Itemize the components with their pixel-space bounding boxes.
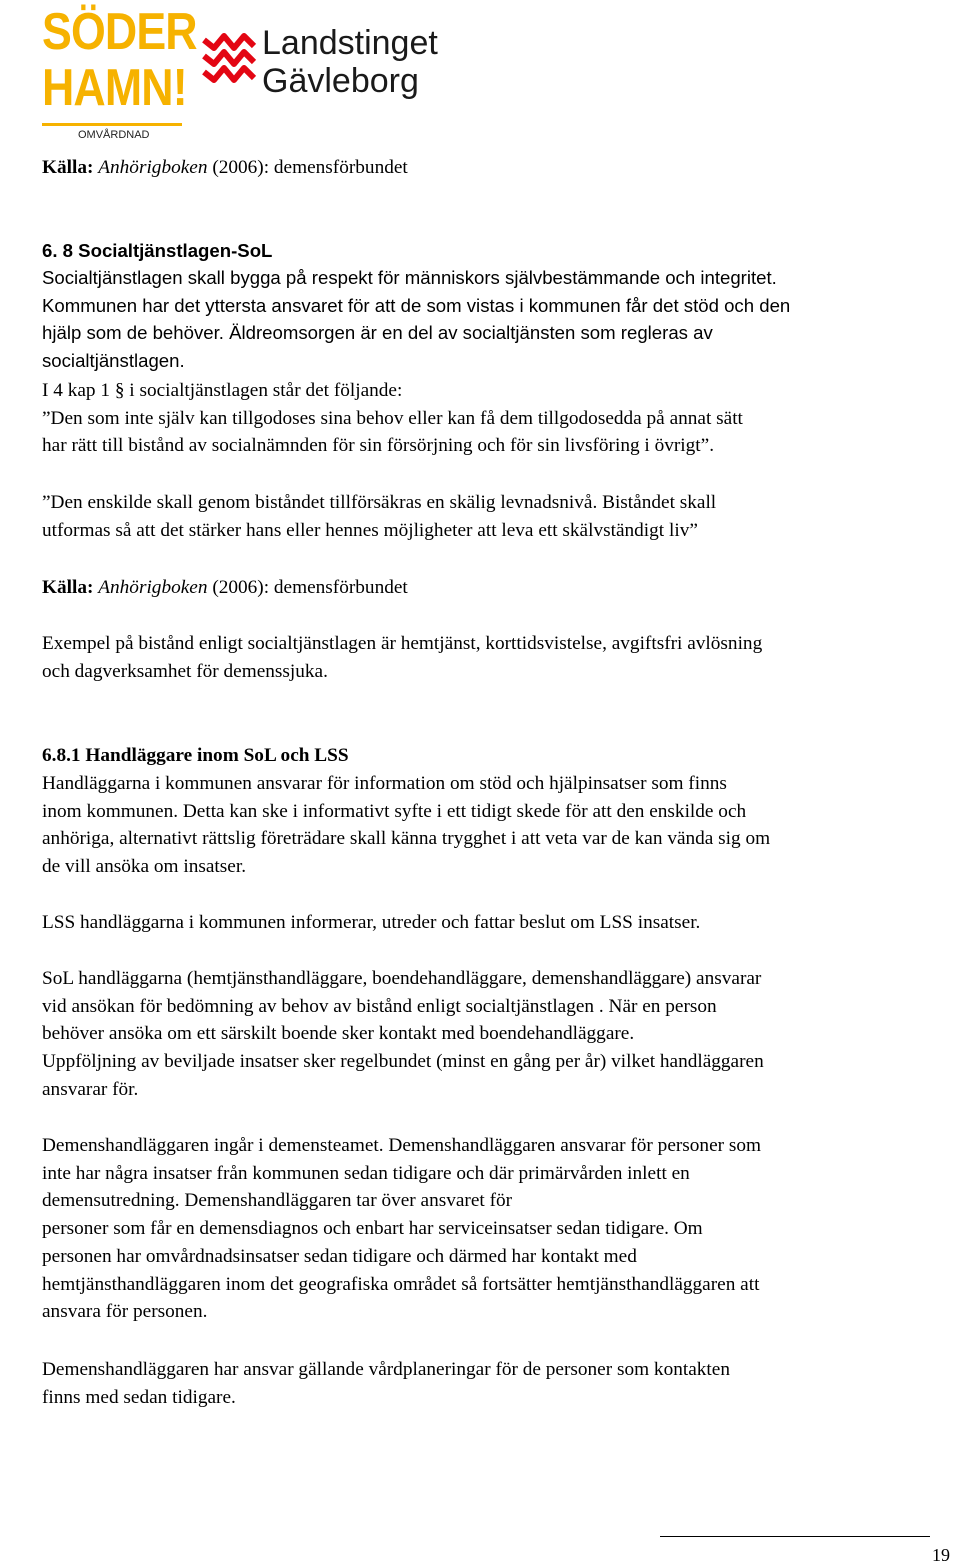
subsection-paragraph-1: [42, 770, 770, 881]
text-line: ”Den som inte själv kan tillgodoses sina behov eller kan få dem tillgodosedda på annat sätt: [42, 407, 743, 429]
text-line: ansvarar för.: [42, 1078, 139, 1100]
subsection-paragraph-5: [42, 1356, 730, 1411]
soderhamn-logo-rule: [42, 123, 182, 126]
section-paragraph-1: [42, 264, 790, 375]
text-line: Demenshandläggaren har ansvar gällande vårdplaneringar för de personer som kontakten: [42, 1359, 730, 1380]
text-line: anhöriga, alternativt rättslig företrädare skall känna trygghet i att veta var de kan vända sig om: [42, 828, 771, 850]
text-line: de vill ansöka om insatser.: [42, 856, 247, 878]
subsection-heading: 6.8.1 Handläggare inom SoL och LSS: [42, 745, 349, 766]
landstinget-logo-text: [262, 26, 438, 98]
page-number: 19: [932, 1545, 950, 1565]
soderhamn-logo: [42, 3, 197, 141]
landstinget-mark-icon: [202, 26, 258, 86]
text-line: personer som får en demensdiagnos och enbart har serviceinsatser sedan tidigare. Om: [42, 1218, 703, 1240]
text-line: Handläggarna i kommunen ansvarar för information om stöd och hjälpinsatser som finns: [42, 773, 727, 794]
text-line: ansvara för personen.: [42, 1301, 208, 1323]
source-citation: [42, 154, 408, 182]
source-label: Källa:: [42, 577, 94, 598]
text-line: I 4 kap 1 § i socialtjänstlagen står det följande:: [42, 380, 403, 401]
text-line: har rätt till bistånd av socialnämnden för sin försörjning och för sin livsföring i övrigt”.: [42, 435, 715, 457]
landstinget-logo-line2: Gävleborg: [262, 62, 419, 100]
text-line: ”Den enskilde skall genom biståndet tillförsäkras en skälig levnadsnivå. Biståndet skall: [42, 492, 717, 513]
examples-paragraph: [42, 630, 762, 685]
source-label: Källa:: [42, 157, 94, 178]
section-paragraph-2: [42, 377, 743, 460]
footer-rule: [660, 1536, 930, 1537]
text-line: finns med sedan tidigare.: [42, 1386, 236, 1408]
section-paragraph-3: [42, 489, 716, 544]
text-line: socialtjänstlagen.: [42, 350, 185, 372]
text-line: Kommunen har det yttersta ansvaret för att de som vistas i kommunen får det stöd och den: [42, 294, 791, 316]
text-line: Uppföljning av beviljade insatser sker regelbundet (minst en gång per år) vilket handläggaren: [42, 1051, 764, 1073]
subsection-paragraph-2: [42, 909, 700, 937]
text-line: personen har omvårdnadsinsatser sedan tidigare och därmed har kontakt med: [42, 1245, 637, 1267]
text-line: demensutredning. Demenshandläggaren tar över ansvaret för: [42, 1190, 513, 1212]
source-citation: [42, 574, 408, 602]
source-rest: (2006): demensförbundet: [207, 577, 408, 598]
text-line: hemtjänsthandläggaren inom det geografiska området så fortsätter hemtjänsthandläggaren att: [42, 1273, 760, 1295]
soderhamn-logo-line1: SÖDER: [42, 3, 197, 61]
source-book: Anhörigboken: [98, 577, 208, 598]
text-line: inom kommunen. Detta kan ske i informativt syfte i ett tidigt skede för att den enskilde och: [42, 800, 747, 822]
text-line: SoL handläggarna (hemtjänsthandläggare, boendehandläggare, demenshandläggare) ansvarar: [42, 968, 762, 989]
landstinget-logo-line1: Landstinget: [262, 24, 438, 62]
text-line: Demenshandläggaren ingår i demensteamet. Demenshandläggaren ansvarar för personer som: [42, 1135, 762, 1156]
text-line: Socialtjänstlagen skall bygga på respekt för människors självbestämmande och integritet.: [42, 267, 777, 288]
text-line: Exempel på bistånd enligt socialtjänstlagen är hemtjänst, korttidsvistelse, avgiftsfri avlösning: [42, 633, 763, 654]
text-line: hjälp som de behöver. Äldreomsorgen är en del av socialtjänsten som regleras av: [42, 322, 713, 344]
subsection-paragraph-4: [42, 1132, 761, 1326]
text-line: vid ansökan för bedömning av behov av bistånd enligt socialtjänstlagen . När en person: [42, 995, 717, 1017]
landstinget-logo: [202, 24, 462, 104]
text-line: utformas så att det stärker hans eller hennes möjligheter att leva ett skälvständigt liv”: [42, 519, 698, 541]
subsection-paragraph-3: [42, 965, 764, 1104]
text-line: inte har några insatser från kommunen sedan tidigare och där primärvården inlett en: [42, 1162, 690, 1184]
section-heading: 6. 8 Socialtjänstlagen-SoL: [42, 240, 273, 261]
text-line: LSS handläggarna i kommunen informerar, utreder och fattar beslut om LSS insatser.: [42, 912, 701, 933]
soderhamn-logo-line2: HAMN!: [42, 59, 187, 117]
text-line: och dagverksamhet för demenssjuka.: [42, 660, 328, 682]
source-book: Anhörigboken: [98, 157, 208, 178]
source-rest: (2006): demensförbundet: [207, 157, 408, 178]
text-line: behöver ansöka om ett särskilt boende sker kontakt med boendehandläggare.: [42, 1023, 635, 1045]
soderhamn-logo-subtitle: OMVÅRDNAD: [78, 129, 150, 141]
